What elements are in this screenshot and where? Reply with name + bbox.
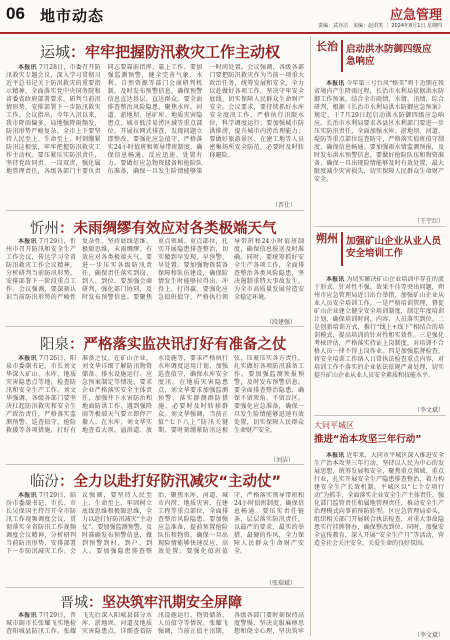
shuozhou-lead: 本报讯 <box>326 276 345 283</box>
yuncheng-headline <box>40 41 280 62</box>
changzhi-lead: 本报讯 <box>326 80 345 87</box>
xinzhou-body <box>6 238 304 316</box>
xinzhou-lead: 本报讯 <box>18 238 37 245</box>
divider <box>314 415 446 416</box>
column-title: 应急管理 <box>389 8 442 23</box>
linfen-lead: 本报讯 <box>18 492 37 499</box>
page-header <box>0 0 450 34</box>
changzhi-heading <box>314 40 446 76</box>
jincheng-place: 晋城 <box>60 595 88 611</box>
xinzhou-text: 7月29日，忻州市召开防汛和安全生产工作会议，传达学习全省防汛救灾工作会议精神，分析研判当前防汛形势，安排部署下一阶段重点工作。会议强调，要深刻认识当前防汛形势的严峻性复杂性，坚持底线思维、极限思维，未雨绸缪、有效应对各类极端天气。要进一步压实各级防汛责任，确保责任落实到岗、到人、到位。要加强会商研判，强化部门协同，及时发布预警信息。要聚焦重点领域、重点部位，扎实开展隐患排查整治，切实做到早发现、早预警、早处置。要加强物资装备保障和队伍建设，确保险情发生时能够拉得出、冲得上、打得赢。要强化应急值班值守，严格执行领导带班和24小时值班制度，确保信息报送及时准确。同时，要统筹抓好安全生产各项工作，全面排查整治各类风险隐患，坚决遏制重特大事故发生，为全市高质量发展营造安全稳定环境。 <box>6 238 304 301</box>
shuozhou-body <box>314 276 444 404</box>
shuozhou-place: 朔州 <box>316 232 338 245</box>
yuncheng-body <box>6 64 304 200</box>
shuozhou-title: 加强矿山企业从业人员安全培训工作 <box>346 236 442 259</box>
changzhi-place: 长治 <box>316 40 338 53</box>
accent-bar <box>341 232 343 266</box>
jincheng-headline <box>60 592 242 612</box>
changzhi-body <box>314 80 444 215</box>
datong-byline: （李文斌） <box>414 632 445 639</box>
yuncheng-place: 运城 <box>40 43 71 61</box>
headline-colon: ： <box>70 43 86 61</box>
datong-body <box>314 452 444 630</box>
linfen-byline: （张瑞斌） <box>266 580 297 587</box>
jincheng-title: 坚决筑牢汛期安全屏障 <box>102 595 242 611</box>
jincheng-body <box>6 612 304 640</box>
section-title: 地市动态 <box>40 7 105 25</box>
changzhi-byline: （王宇红） <box>414 218 445 225</box>
shuozhou-byline: （李文斌） <box>414 407 445 414</box>
shuozhou-heading <box>314 232 446 272</box>
divider <box>6 326 304 327</box>
yuncheng-text: 7月28日，市委召开防汛救灾专题会议，深入学习贯彻习近平总书记关于防汛救灾的重要指示精神，全面落实党中央国务院和省委省政府部署要求，研判当前汛情形势，安排部署下一步防汛救灾工作。会议指出，今年入汛以来，我市降雨偏多，局地强降雨频发，防汛形势严峻复杂。全市上下要坚持人民至上、生命至上，时刻绷紧防汛这根弦，牢牢把握防汛救灾工作主动权。要压紧压实防汛责任，坚持党政同责、一岗双责，强化属地管理责任，各级各部门主要负责同志要靠前指挥、靠上工作。要加强监测预警，健全完善气象、水利、自然资源等部门会商研判机制，及时发布预警信息，确保预警信息直达基层、直达群众。要全面排查整治风险隐患，聚焦水库、河道、淤地坝、尾矿库、地质灾害隐患点、城市低洼易涝区域等重点部位，开展拉网式排查，发现问题立即整改。要强化应急值守，严格落实24小时值班和领导带班制度，确保信息畅通、反应迅速、处置有力。要做好应急物资储备和抢险队伍准备，确保一旦发生险情能够第一时间处置。会议强调，各级各部门要把防汛救灾作为当前一项重大政治任务，统筹发展和安全，全力以赴做好各项工作，坚决守牢安全底线，切实保障人民群众生命财产安全。会议要求，要持续抓好水库安全度汛工作，严格执行汛限水位，科学调度运行；要加强城市防洪排涝，提升城市内涝治理能力；要做好旅游景区、在建工地等人员密集场所安全防范，必要时及时转移避险。 <box>6 64 304 175</box>
header-subline: 责编：武亦洁 美编：赵涓笑 ｜ 2024年8月1日 星期四 <box>318 23 442 29</box>
headline-colon: ： <box>59 221 74 237</box>
xinzhou-title: 未雨绸缪有效应对各类极端天气 <box>73 221 277 237</box>
headline-colon: ： <box>88 595 102 611</box>
xinzhou-headline <box>30 217 277 238</box>
yuncheng-lead: 本报讯 <box>18 64 37 71</box>
divider <box>314 226 446 227</box>
header-rule <box>0 32 450 34</box>
linfen-headline <box>30 470 281 491</box>
linfen-text: 7月29日，临汾市委副书记、市长、市长吴保国主持召开全市防汛工作视频调度会议，贯彻落实全省防汛工作视频调度会议精神，分析研判当前防汛形势，安排部署下一步防汛减灾工作。会议强调，要坚持人民至上、生命至上，牢固树立底线思维和极限思维，全力以赴打好防汛减灾“主动仗”。要加强监测预警，及时准确发布预警信息，做到预警到村、到户、到人。要加强隐患排查整治，聚焦水库、河道、城市内涝、地质灾害、在建工程等重点部位，全面排查整治风险隐患。要加强应急准备，提前预置抢险队伍和物资，确保一旦出现险情能够快速反应、高效处置。要强化值班值守，严格落实领导带班和24小时值班制度，确保信息畅通。要压实责任链条，层层落实防汛责任，以最严的要求、最实的举措、最硬的作风，全力保障人民群众生命财产安全。 <box>6 492 304 555</box>
yuncheng-byline: （晋仕） <box>272 202 297 209</box>
jincheng-lead: 本报讯 <box>18 612 37 619</box>
datong-text: 近年来，大同市平城区深入推进安全生产治本攻坚三年行动，坚持以人民为中心的发展思想，统筹发展和安全，聚焦重点领域、重点行业，扎实开展安全生产隐患排查整治，着力构建安全生产长效机制。平城区以“七个专项行动”为抓手，全面落实企业安全生产主体责任，强化部门监管责任和属地管理责任，推动安全生产治理模式向事前预防转型。区应急管理局牵头，组织相关部门开展联合执法检查，对重大事故隐患实行挂牌督办，确保整改到位。同时，加强安全宣传教育，深入开展“安全生产月”等活动，营造全社会关注安全、关爱生命的良好氛围。 <box>314 452 444 547</box>
yangquan-place: 阳泉 <box>40 337 69 353</box>
yangquan-body <box>6 355 304 455</box>
yangquan-byline: （刘洁） <box>270 457 295 464</box>
divider <box>6 587 304 588</box>
xinzhou-place: 忻州 <box>30 221 59 237</box>
shuozhou-text: 为切实解决矿山企业培训中存在的流于形式、针对性不强、效果不佳等突出问题，朔州市应急管理局近日出台举措，加强矿山企业从业人员安全培训工作。一是严格培训管理，督促矿山企业建立健全安全培训制度，制定年度培训计划，确保培训时间、内容、人员落实到位。二是创新培训方式，推行“线上+线下”相结合的培训模式，提高培训的针对性和实效性。三是强化考核评估，严格落实持证上岗制度，对培训不合格人员一律不得上岗作业。四是加强监督检查，将安全培训工作纳入日常执法检查重点内容，对培训工作不落实的企业依法依规严肃处理，切实提升矿山企业从业人员安全素质和技能水平。 <box>314 276 444 379</box>
yangquan-headline <box>40 333 287 354</box>
datong-heading <box>314 420 446 450</box>
datong-place: 大同平城区 <box>314 421 354 430</box>
datong-title: 推进“治本攻坚三年行动” <box>314 434 422 445</box>
datong-lead: 本报讯 <box>326 452 345 459</box>
linfen-body <box>6 492 304 577</box>
changzhi-title: 启动洪水防御四级应急响应 <box>346 44 432 67</box>
yangquan-lead: 本报讯 <box>18 355 37 362</box>
xinzhou-byline: （段建强） <box>266 319 297 326</box>
accent-bar <box>341 40 343 72</box>
yangquan-title: 严格落实监决讯打好有准备之仗 <box>83 337 287 353</box>
page-number: 06 <box>6 4 25 23</box>
column-divider <box>310 36 311 636</box>
headline-colon: ： <box>69 337 84 353</box>
linfen-title: 全力以赴打好防汛减灾“主动仗” <box>73 474 282 490</box>
linfen-place: 临汾 <box>30 474 59 490</box>
yangquan-text: 7月26日，阳泉市委副书记、市长刘文华深入矿山、水库、地质灾害隐患点等地，检查防汛和安全生产工作。刘文华强调，各级各部门要坚决扛起防汛救灾和安全生产政治责任，严格落实监测预警、巡查值守、抢险救援等各项措施，打好有准备之仗。在矿山企业，刘文华详细了解防汛物资储备、排水设施运行、应急预案制定等情况，要求企业严格落实安全主体责任，加强井下水害防治和地面防洪工作，遇到强降雨等极端天气要立即停产撤人。在水库，刘文华实地查看大坝、溢洪道、放水设施等，要求严格执行水库调度运用计划，加强巡查值守，确保水库安全度汛。在地质灾害隐患点，刘文华要求加强监测预警，落实群测群防措施，必要时及时转移群众。刘文华强调，当前正值“七下八上”防汛关键期，要时刻绷紧防汛这根弦，压紧压实各方责任，扎实做好各项防汛准备工作。要加强监测预报预警，及时发布预警信息。要全面排查整治隐患，确保不留死角、不留盲区。要强化应急准备，确保一旦发生险情能够迅速有效处置，切实保障人民群众生命财产安全。 <box>6 355 304 434</box>
headline-colon: ： <box>59 474 74 490</box>
divider <box>6 464 304 465</box>
changzhi-text: 今年第三号台风“格美”将于近期在我省境内产生降雨过程，长治市水利局依据洪水防御工作预案，结合全市雨情、水情、汛情，综合研判，根据《长治市水利局洪水防御应急预案》规定，于7月29日起启动洪水防御四级应急响应。长治市水利局要求各县区水利部门要进一步压实防汛责任，全面加强水库、淤地坝、河道、堤防等重点部位巡查防守，严格落实值班值守制度，确保信息畅通。要加强雨水情监测预报，及时发布洪水预警信息。要做好抢险队伍和物资准备，确保一旦出现险情能够及时有效处置，最大限度减少灾害损失，切实保障人民群众生命财产安全。 <box>314 80 444 183</box>
jincheng-text: 7月29日，晋城市副市长张耀飞实地检查阳城县防汛工作。张耀飞先后深入阳城县部分水库、淤地坝、河道及地质灾害隐患点，详细查看防汛设施运行、物资储备、人员值守等情况。张耀飞强调，当前正值主汛期，各级各部门要时刻保持高度警惕，坚决克服麻痹思想和侥幸心理，坚决筑牢 <box>6 612 304 635</box>
yuncheng-title: 牢牢把握防汛救灾工作主动权 <box>85 43 281 61</box>
divider <box>6 210 304 211</box>
